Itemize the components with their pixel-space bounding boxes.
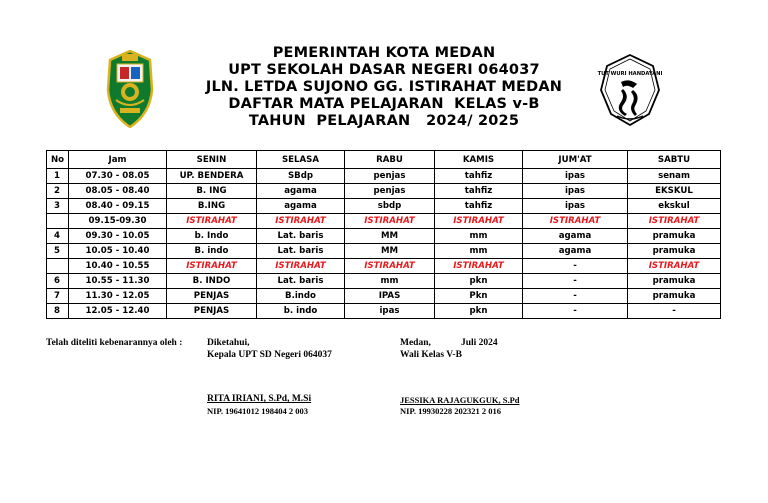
subject-cell: mm — [435, 229, 523, 244]
subject-cell: pramuka — [628, 229, 721, 244]
table-row — [47, 184, 721, 199]
subject-cell: MM — [345, 244, 435, 259]
row-number — [47, 214, 69, 229]
subject-cell: ipas — [523, 184, 628, 199]
subject-cell: pramuka — [628, 244, 721, 259]
subject-cell: EKSKUL — [628, 184, 721, 199]
column-header: SELASA — [257, 151, 345, 169]
subject-cell: - — [523, 289, 628, 304]
time-cell: 12.05 - 12.40 — [69, 304, 167, 319]
time-cell: 11.30 - 12.05 — [69, 289, 167, 304]
schedule-table — [46, 150, 721, 319]
subject-cell: - — [628, 304, 721, 319]
subject-cell: pkn — [435, 304, 523, 319]
column-header: SABTU — [628, 151, 721, 169]
subject-cell: Lat. baris — [257, 244, 345, 259]
teacher-nip: NIP. 19930228 202321 2 016 — [400, 406, 501, 416]
row-number: 8 — [47, 304, 69, 319]
column-header: KAMIS — [435, 151, 523, 169]
break-cell: ISTIRAHAT — [523, 214, 628, 229]
subject-cell: pkn — [435, 274, 523, 289]
subject-cell: UP. BENDERA — [167, 169, 257, 184]
break-row — [47, 214, 721, 229]
subject-cell: agama — [257, 184, 345, 199]
column-header: RABU — [345, 151, 435, 169]
header-line-1: PEMERINTAH KOTA MEDAN — [272, 45, 496, 61]
subject-cell: tahfiz — [435, 169, 523, 184]
subject-cell: pramuka — [628, 274, 721, 289]
break-cell: ISTIRAHAT — [435, 214, 523, 229]
time-cell: 08.40 - 09.15 — [69, 199, 167, 214]
column-header: SENIN — [167, 151, 257, 169]
header-line-3: JLN. LETDA SUJONO GG. ISTIRAHAT MEDAN — [205, 79, 563, 95]
table-row — [47, 244, 721, 259]
table-row — [47, 304, 721, 319]
subject-cell: B. indo — [167, 244, 257, 259]
subject-cell: ipas — [523, 199, 628, 214]
time-cell: 08.05 - 08.40 — [69, 184, 167, 199]
subject-cell: tahfiz — [435, 199, 523, 214]
table-row — [47, 169, 721, 184]
subject-cell: pramuka — [628, 289, 721, 304]
row-number: 4 — [47, 229, 69, 244]
row-number: 2 — [47, 184, 69, 199]
checked-by-label: Telah diteliti kebenarannya oleh : — [46, 338, 183, 348]
break-cell: ISTIRAHAT — [167, 214, 257, 229]
break-cell: ISTIRAHAT — [167, 259, 257, 274]
column-header: No — [47, 151, 69, 169]
break-cell: ISTIRAHAT — [257, 259, 345, 274]
table-row — [47, 229, 721, 244]
subject-cell: sbdp — [345, 199, 435, 214]
time-cell: 10.55 - 11.30 — [69, 274, 167, 289]
time-cell: 09.30 - 10.05 — [69, 229, 167, 244]
table-row — [47, 199, 721, 214]
principal-nip: NIP. 19641012 198404 2 003 — [207, 406, 308, 416]
header-line-4: DAFTAR MATA PELAJARAN KELAS v-B — [228, 96, 540, 112]
subject-cell: ipas — [345, 304, 435, 319]
table-row — [47, 289, 721, 304]
date-label: Juli 2024 — [461, 338, 498, 348]
row-number: 6 — [47, 274, 69, 289]
subject-cell: IPAS — [345, 289, 435, 304]
column-header: JUM'AT — [523, 151, 628, 169]
header-line-5: TAHUN PELAJARAN 2024/ 2025 — [248, 113, 520, 129]
subject-cell: B.ING — [167, 199, 257, 214]
table-row — [47, 274, 721, 289]
subject-cell: Lat. baris — [257, 229, 345, 244]
subject-cell: tahfiz — [435, 184, 523, 199]
subject-cell: b. Indo — [167, 229, 257, 244]
break-cell: ISTIRAHAT — [435, 259, 523, 274]
row-number: 5 — [47, 244, 69, 259]
subject-cell: MM — [345, 229, 435, 244]
subject-cell: - — [523, 274, 628, 289]
subject-cell: agama — [523, 229, 628, 244]
break-row — [47, 259, 721, 274]
schedule-body — [47, 169, 721, 319]
break-cell: ISTIRAHAT — [628, 259, 721, 274]
row-number: 3 — [47, 199, 69, 214]
break-cell: ISTIRAHAT — [257, 214, 345, 229]
subject-cell: agama — [257, 199, 345, 214]
subject-cell: ipas — [523, 169, 628, 184]
row-number — [47, 259, 69, 274]
place-label: Medan, — [400, 338, 431, 348]
row-number: 1 — [47, 169, 69, 184]
time-cell: 07.30 - 08.05 — [69, 169, 167, 184]
time-cell: 09.15-09.30 — [69, 214, 167, 229]
emblem-motto: TUT WURI HANDAYANI — [597, 71, 663, 77]
row-number: 7 — [47, 289, 69, 304]
subject-cell: senam — [628, 169, 721, 184]
subject-cell: b. indo — [257, 304, 345, 319]
break-cell: ISTIRAHAT — [345, 214, 435, 229]
teacher-title: Wali Kelas V-B — [400, 350, 462, 360]
subject-cell: PENJAS — [167, 304, 257, 319]
subject-cell: ekskul — [628, 199, 721, 214]
subject-cell: penjas — [345, 184, 435, 199]
subject-cell: - — [523, 304, 628, 319]
column-header: Jam — [69, 151, 167, 169]
subject-cell: Lat. baris — [257, 274, 345, 289]
subject-cell: - — [523, 259, 628, 274]
time-cell: 10.40 - 10.55 — [69, 259, 167, 274]
teacher-name: JESSIKA RAJAGUKGUK, S.Pd — [400, 395, 520, 405]
break-cell: ISTIRAHAT — [345, 259, 435, 274]
table-header-row — [47, 151, 721, 169]
document-header — [0, 45, 768, 130]
time-cell: 10.05 - 10.40 — [69, 244, 167, 259]
subject-cell: mm — [345, 274, 435, 289]
break-cell: ISTIRAHAT — [628, 214, 721, 229]
principal-title: Kepala UPT SD Negeri 064037 — [207, 350, 332, 360]
principal-name: RITA IRIANI, S.Pd, M.Si — [207, 394, 312, 404]
subject-cell: B.indo — [257, 289, 345, 304]
subject-cell: B. ING — [167, 184, 257, 199]
header-line-2: UPT SEKOLAH DASAR NEGERI 064037 — [228, 62, 540, 78]
known-label: Diketahui, — [207, 338, 250, 348]
subject-cell: SBdp — [257, 169, 345, 184]
subject-cell: Pkn — [435, 289, 523, 304]
subject-cell: agama — [523, 244, 628, 259]
subject-cell: mm — [435, 244, 523, 259]
subject-cell: B. INDO — [167, 274, 257, 289]
subject-cell: PENJAS — [167, 289, 257, 304]
subject-cell: penjas — [345, 169, 435, 184]
